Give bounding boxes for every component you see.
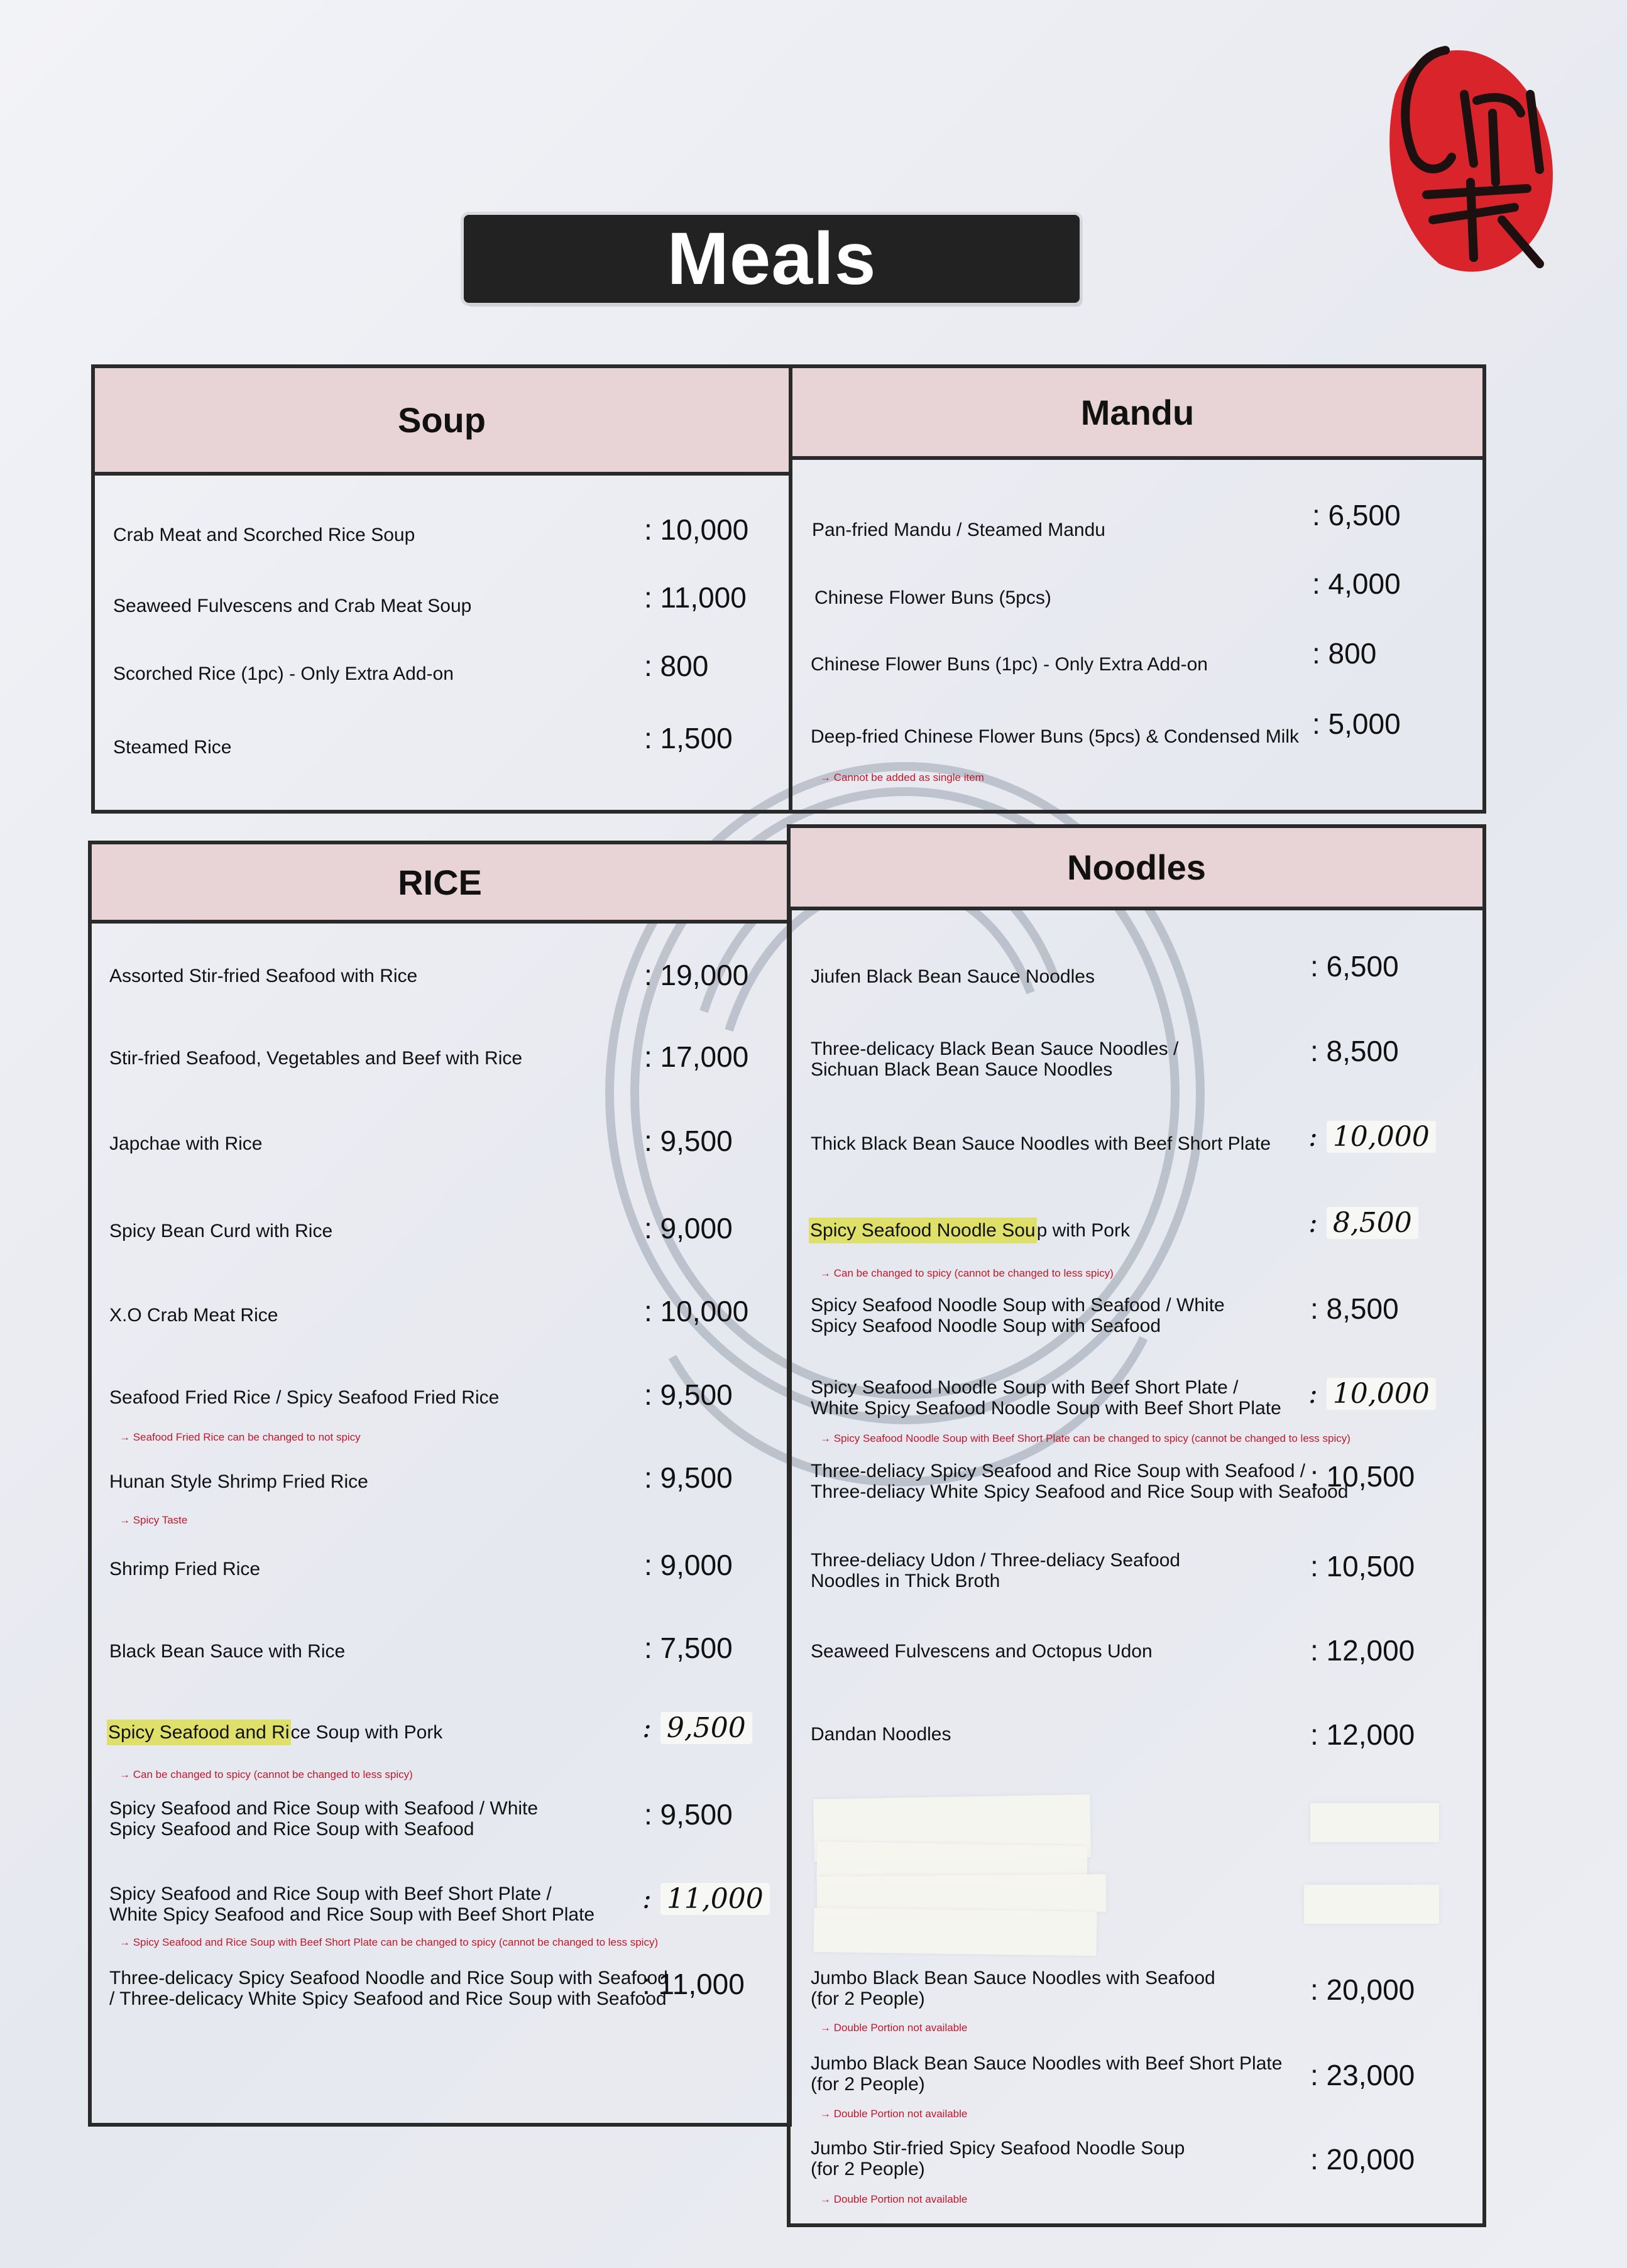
noodles-item-name: Spicy Seafood Noodle Soup with Seafood / White Spicy Seafood Noodle Soup with Seafood [811,1295,1225,1336]
rice-item-name: Assorted Stir-fried Seafood with Rice [109,966,418,986]
page-title-bar [464,215,1080,303]
rice-item-price: : 9,000 [644,1212,733,1245]
noodles-header: Noodles [791,828,1482,910]
soup-item-name: Steamed Rice [113,737,232,758]
rice-item-price: : 17,000 [644,1040,749,1073]
noodles-item-note: → Double Portion not available [820,2108,968,2120]
noodles-item-price: : 12,000 [1310,1634,1415,1667]
rice-item-price: : 9,500 [644,1798,733,1831]
tape-cover [1304,1885,1439,1924]
noodles-item-name-highlighted: Spicy Seafood Noodle Soup with Pork [809,1220,1130,1241]
noodles-item-note: → Spicy Seafood Noodle Soup with Beef Short Plate can be changed to spicy (cannot be changed to less spicy) [820,1432,1350,1444]
noodles-item-name: Jumbo Stir-fried Spicy Seafood Noodle Soup (for 2 People) [811,2138,1185,2179]
mandu-item-name: Chinese Flower Buns (5pcs) [814,587,1051,608]
rice-item-name: Stir-fried Seafood, Vegetables and Beef with Rice [109,1048,523,1069]
noodles-item-price: : 6,500 [1310,950,1399,983]
rice-item-name: Spicy Bean Curd with Rice [109,1221,333,1241]
soup-item-name: Crab Meat and Scorched Rice Soup [113,525,415,545]
soup-item-price: : 11,000 [644,581,747,614]
noodles-item-price: : 23,000 [1310,2059,1415,2091]
rice-item-name: Seafood Fried Rice / Spicy Seafood Fried Rice [109,1387,500,1408]
noodles-item-price-handwritten: : 10,000 [1308,1378,1436,1410]
soup-item-price: : 10,000 [644,513,749,546]
mandu-item-price: : 6,500 [1312,499,1401,532]
noodles-item-price: : 10,500 [1310,1460,1415,1493]
mandu-item-price: : 5,000 [1312,707,1401,740]
noodles-item-price: : 8,500 [1310,1035,1399,1067]
noodles-item-name: Dandan Noodles [811,1724,951,1745]
noodles-item-price-handwritten: : 10,000 [1308,1121,1436,1153]
rice-item-name: Japchae with Rice [109,1133,263,1154]
tape-cover [814,1908,1097,1956]
rice-header: RICE [92,844,788,924]
noodles-item-price: : 20,000 [1310,2143,1415,2176]
rice-item-price: : 9,500 [644,1461,733,1494]
page-title: Meals [667,217,877,300]
soup-header: Soup [95,368,789,476]
rice-item-name-highlighted: Spicy Seafood and Rice Soup with Pork [107,1722,442,1743]
jiufen-logo [1370,38,1559,283]
highlighter-mark: Spicy Seafood and Ri [107,1720,291,1745]
rice-item-name: Black Bean Sauce with Rice [109,1641,346,1662]
noodles-item-name: Spicy Seafood Noodle Soup with Beef Short Plate / White Spicy Seafood Noodle Soup with Beef Short Plate [811,1377,1281,1419]
rice-item-note: → Spicy Seafood and Rice Soup with Beef Short Plate can be changed to spicy (cannot be changed to less spicy) [119,1936,659,1948]
mandu-item-note: → Cannot be added as single item [820,771,984,783]
noodles-item-price: : 20,000 [1310,1973,1415,2006]
rice-item-name: X.O Crab Meat Rice [109,1305,278,1326]
mandu-item-name: Chinese Flower Buns (1pc) - Only Extra Add-on [811,654,1208,675]
noodles-item-name: Jumbo Black Bean Sauce Noodles with Beef Short Plate (for 2 People) [811,2053,1283,2095]
rice-item-price-handwritten: : 9,500 [642,1713,752,1744]
rice-item-price: : 7,500 [644,1632,733,1664]
noodles-item-price-handwritten: : 8,500 [1308,1208,1418,1239]
noodles-item-name: Three-deliacy Udon / Three-deliacy Seafood Noodles in Thick Broth [811,1550,1181,1591]
noodles-item-note: → Double Portion not available [820,2022,968,2034]
rice-item-name: Hunan Style Shrimp Fried Rice [109,1471,368,1492]
mandu-header: Mandu [792,368,1482,460]
rice-item-price: : 19,000 [644,959,749,991]
soup-item-price: : 800 [644,650,709,682]
mandu-item-name: Deep-fried Chinese Flower Buns (5pcs) & Condensed Milk [811,726,1300,747]
rice-item-price: : 9,000 [644,1549,733,1581]
soup-item-price: : 1,500 [644,722,733,755]
noodles-item-price: : 12,000 [1310,1718,1415,1751]
noodles-item-name: Thick Black Bean Sauce Noodles with Beef Short Plate [811,1133,1271,1154]
noodles-item-price: : 8,500 [1310,1292,1399,1325]
noodles-item-note: → Double Portion not available [820,2193,968,2205]
rice-item-price: : 11,000 [642,1968,745,2000]
rice-item-price-handwritten: : 11,000 [642,1884,770,1915]
rice-item-name: Spicy Seafood and Rice Soup with Beef Short Plate / White Spicy Seafood and Rice Soup with Beef Short Plate [109,1884,595,1925]
rice-item-name: Three-delicacy Spicy Seafood Noodle and Rice Soup with Seafood / Three-delicacy White Spicy Seafood and Rice Soup with Seafood [109,1968,668,2009]
rice-item-name: Spicy Seafood and Rice Soup with Seafood / White Spicy Seafood and Rice Soup with Seafood [109,1798,539,1840]
noodles-item-name: Three-deliacy Spicy Seafood and Rice Soup with Seafood / Three-deliacy White Spicy Seafood and Rice Soup with Seafood [811,1461,1349,1502]
mandu-item-price: : 4,000 [1312,567,1401,600]
rice-item-price: : 9,500 [644,1125,733,1157]
rice-item-price: : 10,000 [644,1295,749,1328]
noodles-item-price: : 10,500 [1310,1550,1415,1583]
soup-item-name: Seaweed Fulvescens and Crab Meat Soup [113,596,472,616]
tape-cover [1310,1803,1439,1842]
soup-item-name: Scorched Rice (1pc) - Only Extra Add-on [113,663,454,684]
highlighter-mark: Spicy Seafood Noodle Sou [809,1218,1037,1243]
rice-item-note: → Seafood Fried Rice can be changed to not spicy [119,1431,361,1443]
noodles-item-name: Seaweed Fulvescens and Octopus Udon [811,1641,1153,1662]
rice-item-note: → Spicy Taste [119,1514,188,1526]
noodles-item-name: Jumbo Black Bean Sauce Noodles with Seafood (for 2 People) [811,1968,1215,2009]
noodles-item-name: Three-delicacy Black Bean Sauce Noodles / Sichuan Black Bean Sauce Noodles [811,1039,1179,1080]
mandu-item-price: : 800 [1312,637,1377,670]
noodles-item-note: → Can be changed to spicy (cannot be changed to less spicy) [820,1267,1114,1279]
rice-item-price: : 9,500 [644,1378,733,1411]
rice-item-name: Shrimp Fried Rice [109,1559,261,1579]
rice-item-note: → Can be changed to spicy (cannot be changed to less spicy) [119,1769,413,1780]
mandu-item-name: Pan-fried Mandu / Steamed Mandu [812,520,1105,540]
noodles-item-name: Jiufen Black Bean Sauce Noodles [811,966,1095,987]
